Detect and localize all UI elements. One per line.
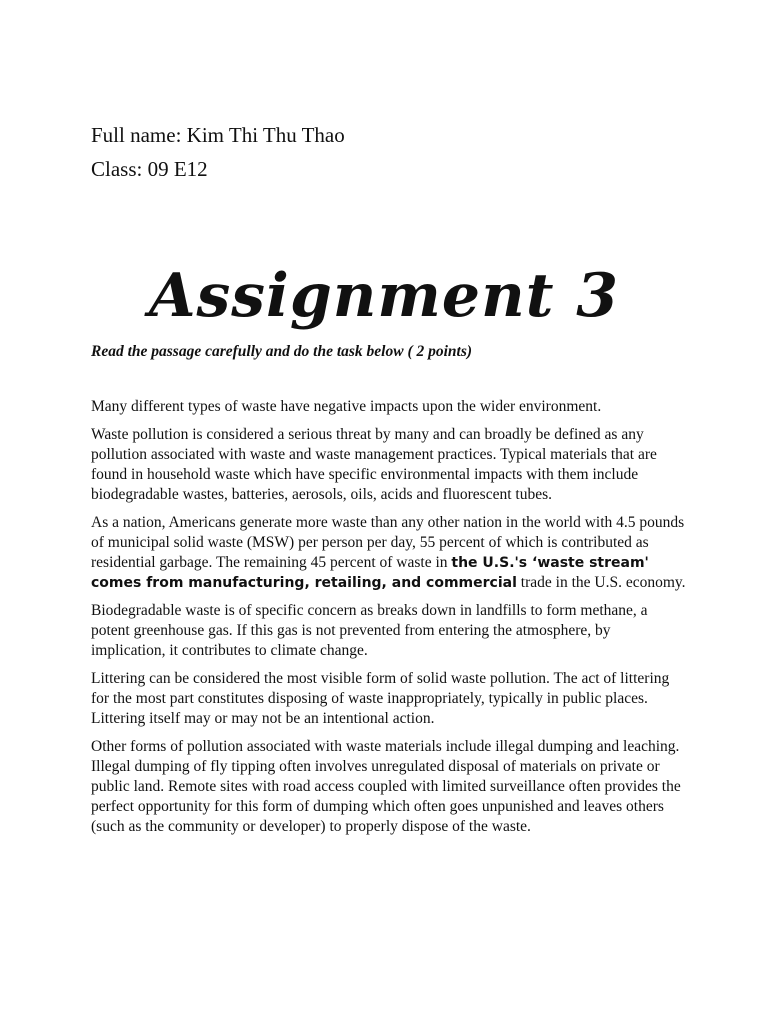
class-line: Class: 09 E12 — [91, 157, 208, 181]
full-name-line: Full name: Kim Thi Thu Thao — [91, 123, 345, 147]
paragraph-3-end: trade in the U.S. economy. — [520, 574, 686, 591]
paragraph-3 — [91, 513, 687, 593]
paragraph-5: Littering can be considered the most visible form of solid waste pollution. The act of littering for the most part constitutes disposing of waste inappropriately, typically in public places. Littering itself may or may not be an intentional action. — [91, 670, 670, 727]
paragraph-4: Biodegradable waste is of specific concern as breaks down in landfills to form methane, a potent greenhouse gas. If this gas is not prevented from entering the atmosphere, by implication, it contributes to climate change. — [91, 602, 648, 659]
paragraph-3-start: As a nation, Americans generate more waste than any other nation in the world with 4.5 pounds of municipal solid waste (MSW) per person per day, 55 percent of which is contributed as residential garbage. The remaining 45 percent of waste in — [91, 514, 685, 571]
task-instruction: Read the passage carefully and do the task below ( 2 points) — [91, 343, 473, 360]
paragraph-3-highlight: the U.S.'s ‘waste stream' comes from manufacturing, retailing, and commercial — [91, 555, 649, 591]
assignment-title: Assignment 3 — [148, 261, 620, 331]
paragraph-1: Many different types of waste have negative impacts upon the wider environment. — [91, 398, 602, 415]
paragraph-6: Other forms of pollution associated with waste materials include illegal dumping and leaching. Illegal dumping of fly tipping often involves unregulated disposal of materials on private or public land. Remote sites with road access coupled with limited surveillance often provides the perfect opportunity for this form of dumping which often goes unpunished and leaves others (such as the community or developer) to properly dispose of the waste. — [91, 738, 681, 835]
paragraph-2: Waste pollution is considered a serious threat by many and can broadly be defined as any pollution associated with waste and waste management practices. Typical materials that are found in household waste which have specific environmental impacts with them include biodegradable wastes, batteries, aerosols, oils, acids and fluorescent tubes. — [91, 426, 657, 503]
passage — [91, 397, 687, 845]
